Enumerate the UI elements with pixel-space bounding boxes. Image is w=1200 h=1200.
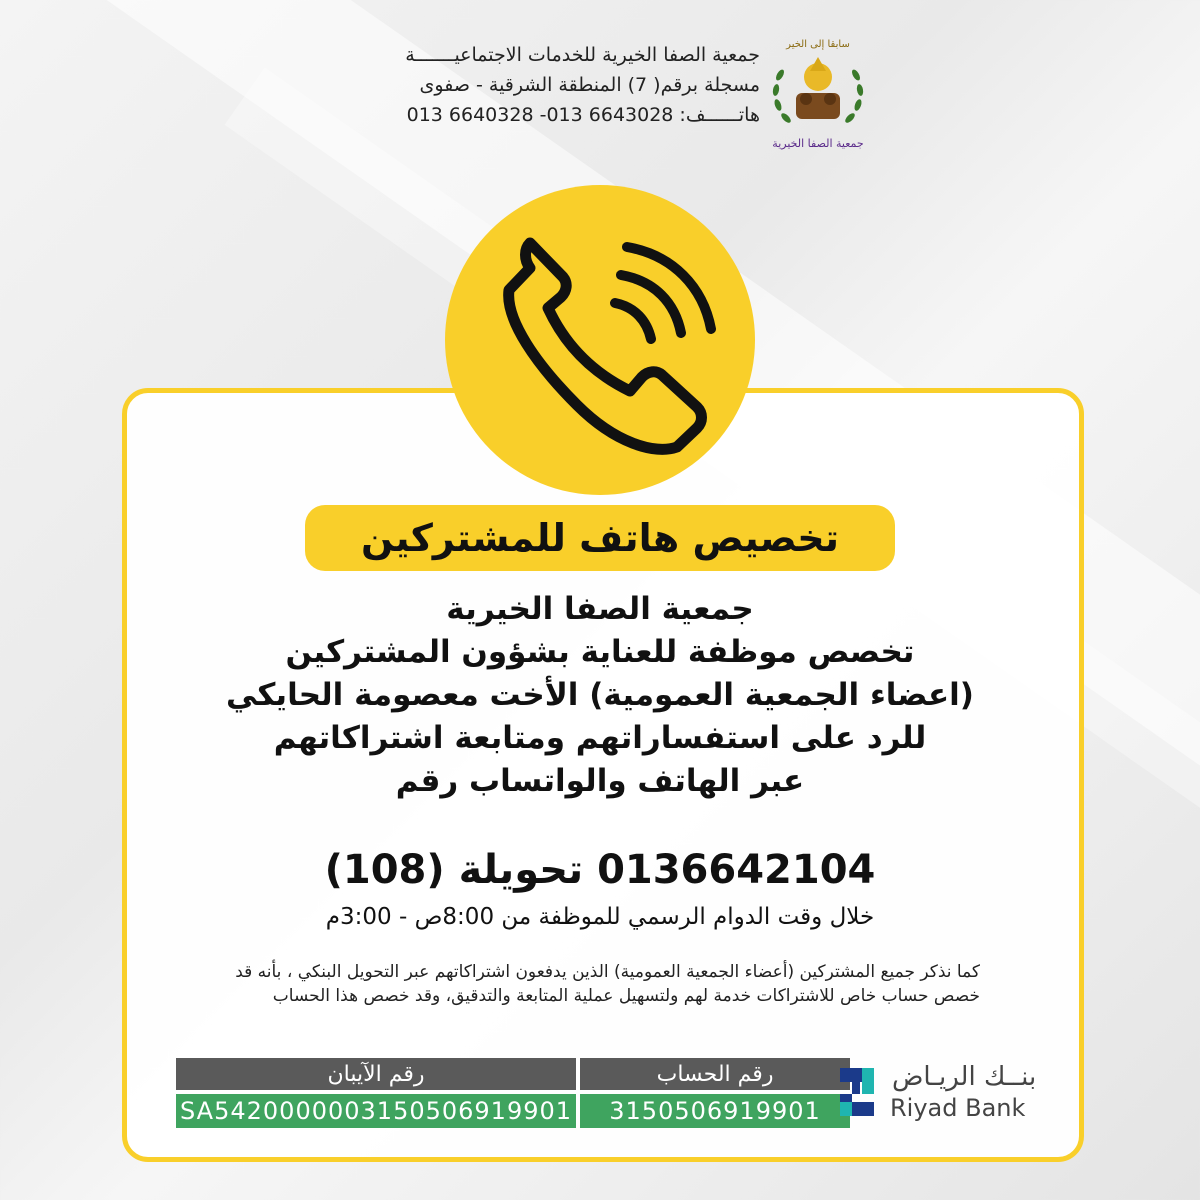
table-row [176, 1094, 850, 1128]
header-phones: هاتــــــف: 6643028 013- 6640328 013 [406, 104, 760, 126]
logo-bottom-text: جمعية الصفا الخيرية [772, 137, 864, 150]
phone-circle [445, 185, 755, 495]
body-line: للرد على استفساراتهم ومتابعة اشتراكاتهم [273, 720, 927, 756]
body-line: جمعية الصفا الخيرية [446, 591, 754, 627]
riyad-bank-logo [832, 1062, 1037, 1126]
body-line: تخصص موظفة للعناية بشؤون المشتركين [285, 634, 915, 670]
phone-number[interactable]: 0136642104 [597, 847, 876, 893]
riyad-bank-logo-icon [832, 1064, 882, 1120]
announcement-body [150, 588, 1050, 803]
account-value[interactable]: 3150506919901 [580, 1094, 850, 1128]
iban-value[interactable]: SA5420000003150506919901 [176, 1094, 576, 1128]
page-title: تخصيص هاتف للمشتركين [305, 505, 895, 571]
account-note: كما نذكر جميع المشتركين (أعضاء الجمعية العمومية) الذين يدفعون اشتراكاتهم عبر التحويل البنكي ، بأنه قد خصص حساب خاص للاشتراكات خدمة لهم ولتسهيل عملية المتابعة والتدقيق، وقد خصص هذا الحساب [235, 962, 980, 1006]
body-line: (اعضاء الجمعية العمومية) الأخت معصومة الحايكي [226, 677, 974, 713]
working-hours: خلال وقت الدوام الرسمي للموظفة من 8:00ص - 3:00م [325, 904, 875, 930]
bank-name-en: Riyad Bank [890, 1094, 1026, 1122]
header-registration: مسجلة برقم( 7) المنطقة الشرقية - صفوى [419, 74, 760, 96]
body-line: عبر الهاتف والواتساب رقم [395, 763, 805, 799]
iban-header: رقم الآيبان [176, 1058, 576, 1090]
table-header-row [176, 1058, 850, 1090]
header [320, 40, 760, 130]
phone-contact [150, 844, 1050, 896]
account-header: رقم الحساب [580, 1058, 850, 1090]
phone-extension: تحويلة (108) [324, 847, 584, 893]
header-org-name: جمعية الصفا الخيرية للخدمات الاجتماعيـــــــة [405, 44, 760, 66]
bank-name-ar: بنــك الريـاض [892, 1062, 1037, 1092]
logo-top-text: سابقا إلى الخير [786, 39, 850, 50]
association-logo [766, 35, 870, 155]
phone-ringing-icon [485, 215, 725, 455]
account-table [172, 1054, 854, 1132]
